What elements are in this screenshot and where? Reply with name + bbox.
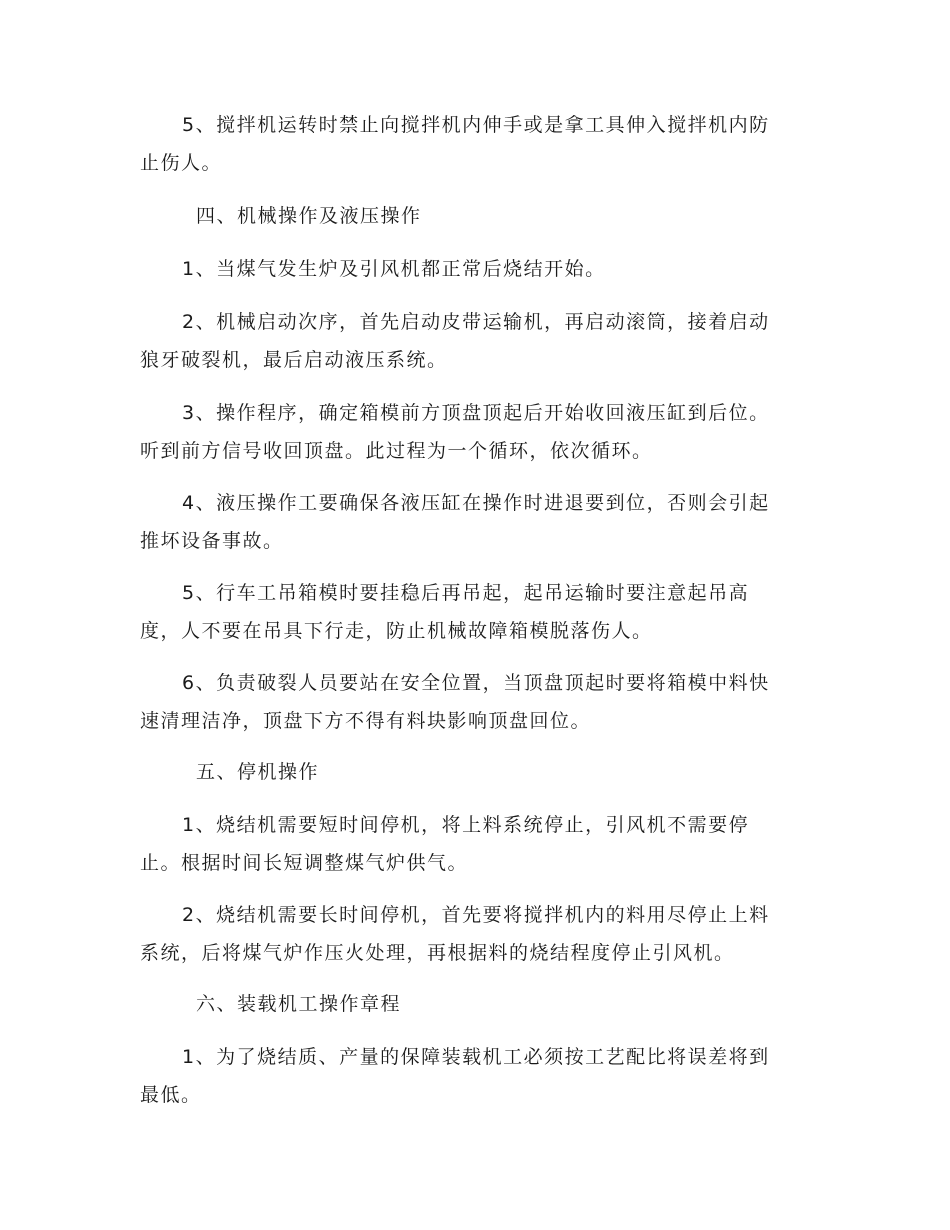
paragraph-line: 4、液压操作工要确保各液压缸在操作时进退要到位，否则会引起 [182,492,770,514]
paragraph-loader-ratio [140,1038,810,1114]
paragraph-line: 2、烧结机需要长时间停机，首先要将搅拌机内的料用尽停止上料 [182,904,770,926]
section-heading: 四、机械操作及液压操作 [196,205,422,227]
paragraph-line: 3、操作程序，确定箱模前方顶盘顶起后开始收回液压缸到后位。 [182,402,770,424]
paragraph-line: 止伤人。 [140,152,223,174]
paragraph-line: 6、负责破裂人员要站在安全位置，当顶盘顶起时要将箱模中料快 [182,672,770,694]
section-heading-loader-operator [140,985,810,1023]
paragraph-short-shutdown [140,806,810,882]
paragraph-line: 度，人不要在吊具下行走，防止机械故障箱模脱落伤人。 [140,620,653,642]
paragraph-line: 听到前方信号收回顶盘。此过程为一个循环，依次循环。 [140,440,653,462]
paragraph-line: 5、行车工吊箱模时要挂稳后再吊起，起吊运输时要注意起吊高 [182,582,750,604]
paragraph-start-condition [140,250,810,288]
paragraph-line: 最低。 [140,1084,202,1106]
paragraph-line: 推坏设备事故。 [140,530,284,552]
paragraph-line: 1、为了烧结质、产量的保障装载机工必须按工艺配比将误差将到 [182,1046,770,1068]
paragraph-line: 狼牙破裂机，最后启动液压系统。 [140,349,448,371]
paragraph-operating-procedure [140,394,810,470]
paragraph-crushing-staff [140,664,810,740]
paragraph-start-sequence [140,303,810,379]
paragraph-line: 速清理洁净，顶盘下方不得有料块影响顶盘回位。 [140,710,592,732]
paragraph-crane-operator [140,574,810,650]
paragraph-hydraulic-operator [140,484,810,560]
paragraph-mixer-safety [140,106,810,182]
paragraph-long-shutdown [140,896,810,972]
paragraph-line: 系统，后将煤气炉作压火处理，再根据料的烧结程度停止引风机。 [140,942,735,964]
paragraph-line: 2、机械启动次序，首先启动皮带运输机，再启动滚筒，接着启动 [182,311,770,333]
section-heading: 五、停机操作 [196,761,320,783]
section-heading-shutdown [140,753,810,791]
paragraph-line: 1、当煤气发生炉及引风机都正常后烧结开始。 [182,258,606,280]
paragraph-line: 1、烧结机需要短时间停机，将上料系统停止，引风机不需要停 [182,814,750,836]
section-heading: 六、装载机工操作章程 [196,993,402,1015]
paragraph-line: 止。根据时间长短调整煤气炉供气。 [140,852,469,874]
section-heading-mechanical-hydraulic [140,197,810,235]
paragraph-line: 5、搅拌机运转时禁止向搅拌机内伸手或是拿工具伸入搅拌机内防 [182,114,770,136]
